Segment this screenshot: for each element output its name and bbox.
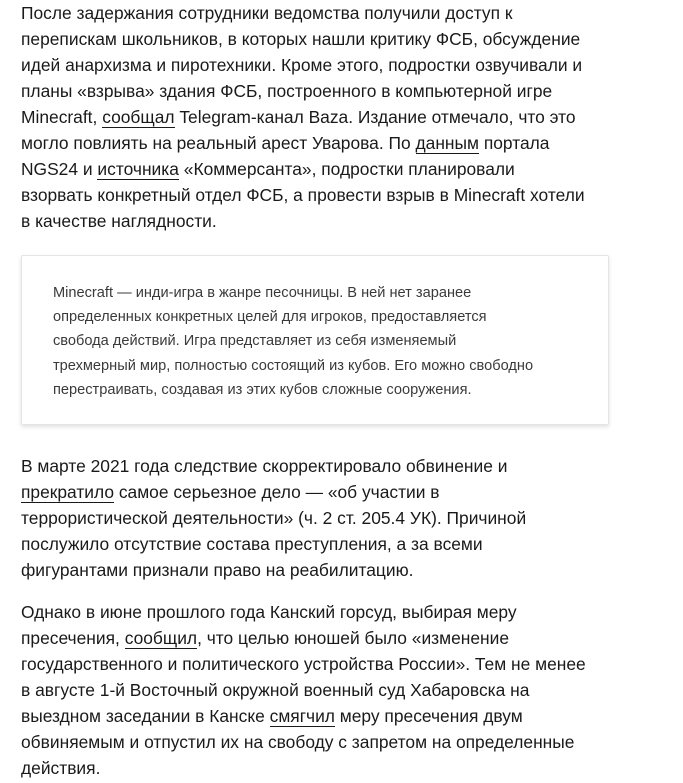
text-line: прекратило самое серьезное дело — «об участии в [21,482,440,502]
text-line: В марте 2021 года следствие скорректировало обвинение и [21,456,508,476]
text-line: Однако в июне прошлого года Канский горсуд, выбирая меру [21,602,517,622]
info-line: свобода действий. Игра представляет из себя изменяемый [53,333,457,350]
text-line: государственного и политического устройства России». Тем не менее [21,654,586,674]
text-line: террористической деятельности» (ч. 2 ст. 205.4 УК). Причиной [21,508,527,528]
paragraph-june [21,599,586,781]
link-istochnika[interactable]: источника [97,159,179,179]
info-line: Minecraft — инди-игра в жанре песочницы. В ней нет заранее [53,285,472,301]
text-line: выездном заседании в Канске смягчил меру пресечения двум [21,706,523,726]
text-line: пресечения, сообщил, что целью юношей было «изменение [21,628,510,648]
link-soobshchal[interactable]: сообщал [102,107,175,127]
info-line: определенных конкретных целей для игроков, предоставляется [53,309,487,326]
text-line: фигурантами признали право на реабилитацию. [21,560,414,580]
text-line: взорвать конкретный отдел ФСБ, а провести взрыв в Minecraft хотели [21,185,585,205]
paragraph-arrest [21,0,585,234]
link-smyagchil[interactable]: смягчил [269,706,335,726]
text-line: идей анархизма и пиротехники. Кроме этого, подростки озвучивали и [21,55,583,75]
text-line: Minecraft, сообщал Telegram-канал Baza. Издание отмечало, что это [21,107,576,127]
text-line: После задержания сотрудники ведомства получили доступ к [21,3,513,23]
info-line: перестраивать, создавая из этих кубов сложные сооружения. [53,381,472,398]
text-line: NGS24 и источника «Коммерсанта», подростки планировали [21,159,515,179]
text-line: в августе 1-й Восточный окружной военный суд Хабаровска на [21,680,530,700]
link-soobshchil[interactable]: сообщил [124,628,198,648]
text-line: планы «взрыва» здания ФСБ, построенного в компьютерной игре [21,81,553,101]
text-line: перепискам школьников, в которых нашли критику ФСБ, обсуждение [21,29,581,49]
text-line: действия. [21,758,101,778]
link-prekratilo[interactable]: прекратило [21,482,115,502]
link-dannym[interactable]: данным [415,133,479,153]
info-line: трехмерный мир, полностью состоящий из кубов. Его можно свободно [53,357,534,374]
text-line: обвиняемым и отпустил их на свободу с запретом на определенные [21,732,575,752]
minecraft-info-box [21,255,609,425]
text-line: могло повлиять на реальный арест Уварова. По данным портала [21,133,550,153]
text-line: послужило отсутствие состава преступления, а за всеми [21,534,483,554]
paragraph-march-2021 [21,453,526,583]
info-box-text [53,281,533,402]
text-line: в качестве наглядности. [21,211,217,231]
